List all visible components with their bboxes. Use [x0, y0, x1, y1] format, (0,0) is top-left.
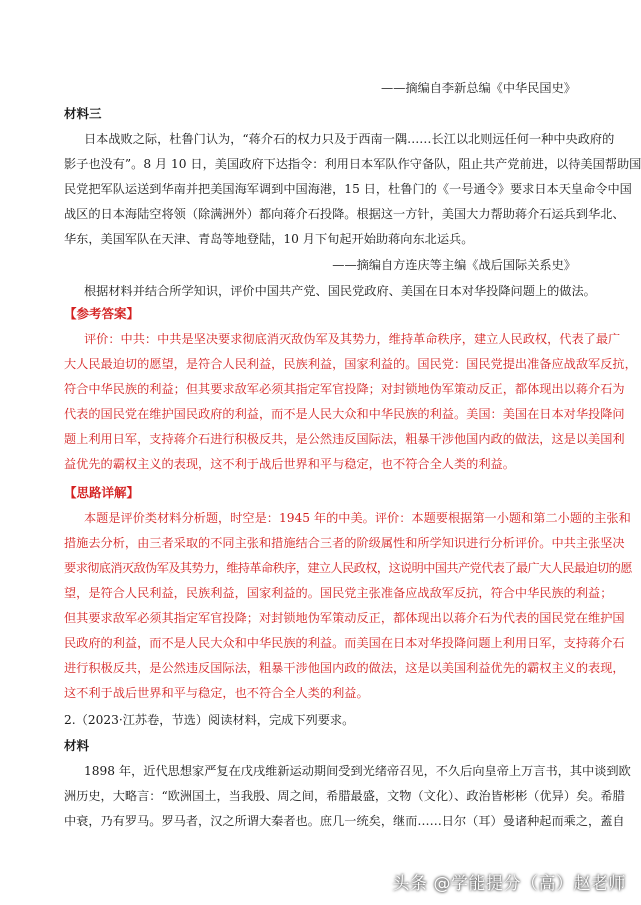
material-heading: 材料	[64, 738, 90, 753]
analysis-heading: 【思路详解】	[64, 485, 140, 500]
material-line: 1898 年，近代思想家严复在戊戌维新运动期间受到光绪帝召见，不久后向皇帝上万言书，其中谈到欧	[84, 764, 631, 778]
answer-line: 符合中华民族的利益；但其要求敌军必须其指定军官投降；对封锁地伪军策动反正，都体现出以蒋介石为	[64, 382, 625, 396]
material-line: 中衰，乃有罗马。罗马者，汉之所谓大秦者也。庶几一统矣，继而……日尔（耳）曼诸种起而乘之，蓋自	[64, 814, 625, 828]
material3-line: 战区的日本海陆空将领（除满洲外）都向蒋介石投降。根据这一方针，美国大力帮助蒋介石运兵到华北、	[64, 207, 625, 221]
material3-line: 华东，美国军队在天津、青岛等地登陆，10 月下旬起开始助蒋向东北运兵。	[64, 232, 474, 246]
watermark-platform: 头条	[392, 873, 428, 894]
analysis-line: 进行积极反共，是公然违反国际法，粗暴干涉他国内政的做法，这是以美国利益优先的霸权主义的表现，	[64, 661, 625, 675]
watermark-account: @学能提分（高）赵老师	[433, 873, 626, 894]
analysis-line: 本题是评价类材料分析题，时空是：1945 年的中美。评价：本题要根据第一小题和第二小题的主张和	[84, 511, 631, 525]
material3-line: 日本战败之际，杜鲁门认为，“蒋介石的权力只及于西南一隅……长江以北则远任何一种中央政府的	[84, 132, 615, 146]
analysis-line: 措施去分析，由三者采取的不同主张和措施结合三者的阶级属性和所学知识进行分析评价。中共主张坚决	[64, 536, 625, 550]
answer-line: 大人民最迫切的愿望，是符合人民利益，民族利益，国家利益的。国民党：国民党提出准备应战敌军反抗，	[64, 357, 637, 371]
answer-line: 代表的国民党在维护国民政府的利益，而不是人民大众和中华民族的利益。美国：美国在日本对华投降问	[64, 407, 625, 421]
answer-line: 评价：中共：中共是坚决要求彻底消灭敌伪军及其势力，维持革命秩序，建立人民政权，代表了最广	[84, 332, 621, 346]
answer-line: 益优先的霸权主义的表现，这不利于战后世界和平与稳定，也不符合全人类的利益。	[64, 457, 515, 471]
source-citation-1: ——摘编自李新总编《中华民国史》	[381, 81, 576, 95]
material3-line: 民党把军队运送到华南并把美国海军调到中国海港，15 日，杜鲁门的《一号通令》要求日本天皇命令中国	[64, 182, 632, 196]
analysis-line: 要求彻底消灭敌伪军及其势力，维持革命秩序，建立人民政权，这说明中国共产党代表了最广大人民最迫切的愿	[64, 561, 632, 575]
question-2-header: 2.（2023·江苏卷，节选）阅读材料，完成下列要求。	[64, 713, 355, 727]
answer-line: 题上利用日军，支持蒋介石进行积极反共，是公然违反国际法，粗暴干涉他国内政的做法，这是以美国利	[64, 432, 625, 446]
material3-heading: 材料三	[64, 106, 102, 121]
material-line: 洲历史，大略言：“欧洲国土，当我殷、周之间，希腊最盛，文物（文化）、政治皆彬彬（优异）矣。希腊	[64, 789, 625, 803]
source-citation-2: ——摘编自方连庆等主编《战后国际关系史》	[332, 258, 576, 272]
material3-line: 影子也没有”。8 月 10 日，美国政府下达指令：利用日本军队作守备队，阻止共产党前进，以待美国帮助国	[64, 157, 641, 171]
analysis-line: 这不利于战后世界和平与稳定，也不符合全人类的利益。	[64, 686, 369, 700]
analysis-line: 但其要求敌军必须其指定军官投降；对封锁地伪军策动反正，都体现出以蒋介石为代表的国民党在维护国	[64, 611, 625, 625]
question-text: 根据材料并结合所学知识，评价中国共产党、国民党政府、美国在日本对华投降问题上的做法。	[84, 284, 596, 298]
analysis-line: 望，是符合人民利益，民族利益，国家利益的。国民党主张准备应战敌军反抗，符合中华民族的利益；	[64, 586, 613, 600]
answer-heading: 【参考答案】	[64, 306, 140, 321]
analysis-line: 民政府的利益，而不是人民大众和中华民族的利益。而美国在日本对华投降问题上利用日军，支持蒋介石	[64, 636, 625, 650]
watermark	[393, 868, 627, 894]
